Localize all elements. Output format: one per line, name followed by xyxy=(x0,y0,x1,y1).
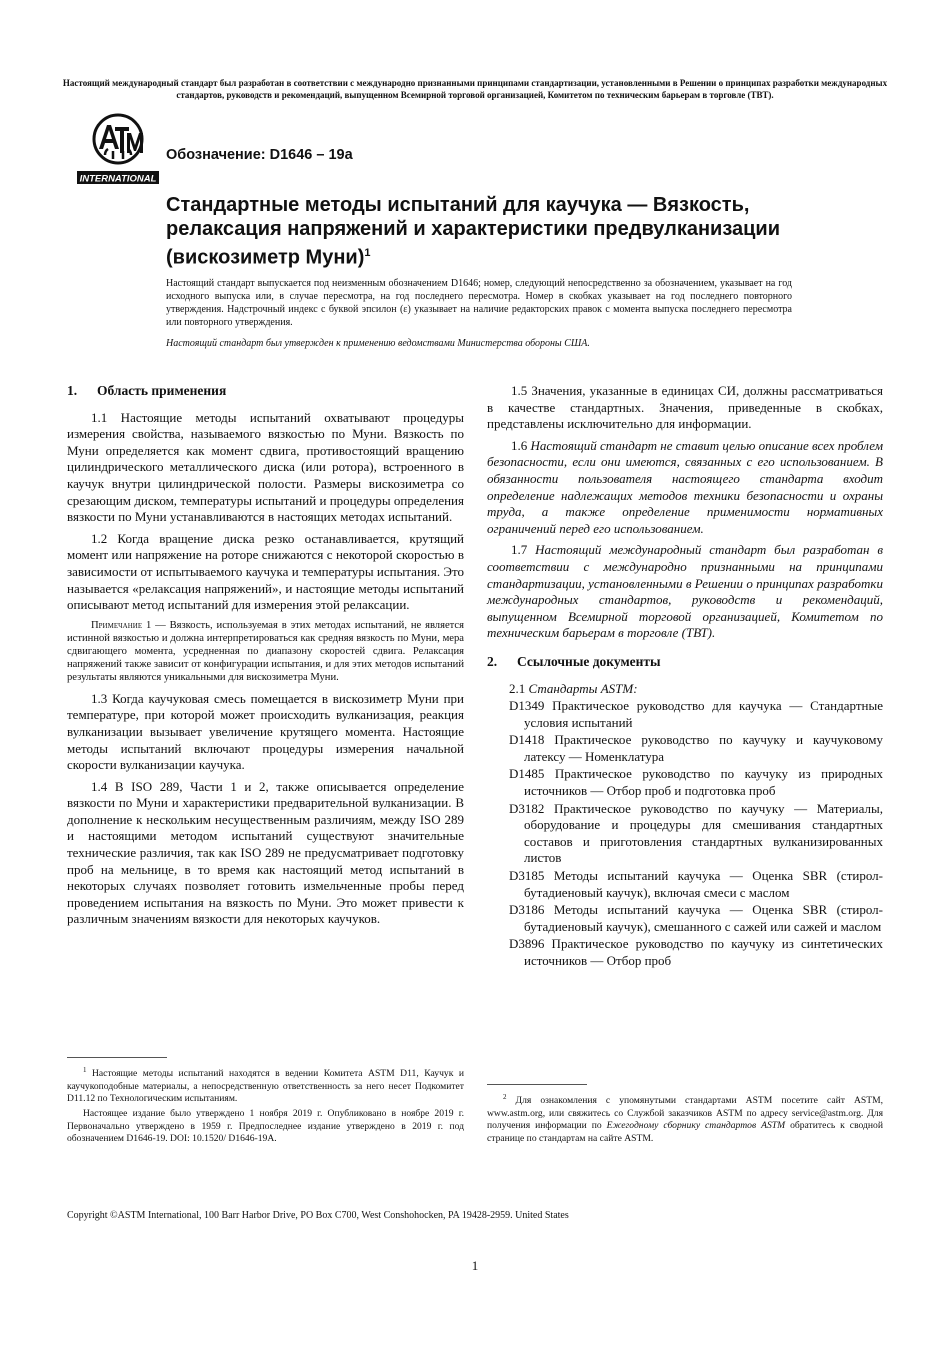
paragraph-1-6-number: 1.6 xyxy=(511,437,528,453)
footnote-2-text-a: Для ознакомления с упомянутыми стандартами ASTM посетите сайт ASTM, www.astm.org, или свяжитесь со Службой заказчиков ASTM по адресу service@astm.org. Для получения информации по xyxy=(487,1095,883,1132)
reference-item: D3182 Практическое руководство по каучуку — Материалы, оборудование и процедуры для смешивания стандартных составов и приготовления стандартных вулканизированных листов xyxy=(509,800,883,866)
reference-item: D3186 Методы испытаний каучука — Оценка SBR (стирол-бутадиеновый каучук), смешанного с сажей или сажей и маслом xyxy=(509,902,883,934)
subsection-2-1-number: 2.1 xyxy=(509,680,526,696)
footnote-1 xyxy=(67,1057,464,1148)
reference-item: D3896 Практическое руководство по каучуку из синтетических источников — Отбор проб xyxy=(509,936,883,968)
note-1-text: Вязкость, используемая в этих методах испытаний, не является истинной вязкостью и должна интерпретироваться как средняя вязкость по Муни, мера сдвигающего момента, усредненная по диапазону скоростей сдвига. Релаксация напряжений также зависит от конфигурации испытания, и для этих методов испытаний результаты являются уникальными для вискозиметра Муни. xyxy=(67,619,465,683)
logo-text: INTERNATIONAL xyxy=(79,173,157,185)
subsection-2-1 xyxy=(487,681,883,698)
copyright: Copyright ©ASTM International, 100 Barr Harbor Drive, PO Box C700, West Conshohocken, PA 19428-2959. United States xyxy=(67,1210,569,1221)
section-1-title: Область применения xyxy=(97,383,227,398)
title-text: Стандартные методы испытаний для каучука — Вязкость, релаксация напряжений и характеристики предвулканизации (вискозиметр Муни) xyxy=(166,194,781,269)
note-1-label: Примечание 1 — xyxy=(91,619,166,631)
paragraph-1-6 xyxy=(487,438,883,538)
footnote-divider xyxy=(487,1084,587,1085)
section-1-number: 1. xyxy=(67,383,78,398)
footnote-1-text: Настоящие методы испытаний находятся в ведении Комитета ASTM D11, Каучук и каучукоподобные материалы, а непосредственную ответственность за него несет Подкомитет D11.12 по Технологическим испытаниям. xyxy=(67,1068,464,1105)
section-2-heading xyxy=(487,654,883,671)
paragraph-1-5: 1.5 Значения, указанные в единицах СИ, должны рассматриваться в качестве стандартных. Значения, приведенные в скобках, представлены исключительно для информации. xyxy=(487,383,883,432)
top-notice: Настоящий международный стандарт был разработан в соответствии с международно признанными принципами стандартизации, установленными в Решении о принципах разработки международных стандартов, руководств и рекомендаций, выпущенном Всемирной торговой организацией, Комитетом по техническим барьерам в торговле (ТВТ). xyxy=(62,78,888,100)
paragraph-1-2: 1.2 Когда вращение диска резко останавливается, крутящий момент или напряжение на роторе снижаются с некоторой скоростью в зависимости от испытываемого каучука и температуры испытания. Это называется «релаксация напряжений», и настоящие методы испытаний описывают метод испытаний для измерения этой релаксации. xyxy=(67,530,464,613)
section-2-number: 2. xyxy=(487,653,498,669)
footnote-1-paragraph xyxy=(67,1064,464,1106)
section-1-heading xyxy=(67,383,464,400)
approval-note: Настоящий стандарт был утвержден к применению ведомствами Министерства обороны США. xyxy=(166,338,590,349)
document-title xyxy=(166,193,806,270)
reference-item: D1418 Практическое руководство по каучуку и каучуковому латексу — Номенклатура xyxy=(509,732,883,764)
footnote-2-paragraph xyxy=(487,1091,883,1146)
reference-item: D1485 Практическое руководство по каучуку из природных источников — Отбор проб и подготовка проб xyxy=(509,766,883,799)
designation: Обозначение: D1646 – 19a xyxy=(166,147,353,163)
astm-logo-icon xyxy=(77,113,159,185)
right-column xyxy=(487,383,883,971)
paragraph-1-1: 1.1 Настоящие методы испытаний охватывают процедуры измерения свойства, называемого вязкостью по Муни. Вязкость по Муни определяется как момент сдвига, противостоящий вращению цилиндрического металлического диска (или ротора), встроенного в каучук внутри цилиндрической полости. Размеры вискозиметра со срезающим диском, температуры испытаний и процедуры определения вязкости по Муни устанавливаются в настоящих методах испытаний. xyxy=(67,409,464,525)
astm-logo xyxy=(77,113,159,185)
footnote-2-text-b: обратитесь к сводной странице по стандартам на сайте ASTM. xyxy=(487,1120,883,1144)
paragraph-1-6-text: Настоящий стандарт не ставит целью описание всех проблем безопасности, если они имеются, связанных с его использованием. В обязанности пользователя настоящего стандарта входит определение надлежащих методов техники безопасности и охраны труда, а также определение применимости нормативных ограничений перед его использованием. xyxy=(487,437,883,536)
paragraph-1-7-number: 1.7 xyxy=(511,542,528,558)
reference-item: D3185 Методы испытаний каучука — Оценка SBR (стирол-бутадиеновый каучук), включая смеси с маслом xyxy=(509,868,883,900)
footnote-1-mark: 1 xyxy=(83,1066,87,1074)
section-2-title: Ссылочные документы xyxy=(517,653,661,669)
left-column xyxy=(67,383,464,933)
paragraph-1-7-text: Настоящий международный стандарт был разработан в соответствии с международно признанными на принципами стандартизации, установленными в Решении о принципах разработки международных стандартов, руководств и рекомендаций, выпущенном Всемирной торговой организацией, Комитетом по техническим барьерам в торговле (ТВТ). xyxy=(487,542,883,641)
subsection-2-1-title: Стандарты ASTM: xyxy=(528,680,638,696)
footnote-1-edition: Настоящее издание было утверждено 1 ноября 2019 г. Опубликовано в ноябре 2019 г. Первоначально утверждено в 1959 г. Предпоследнее издание утверждено в 2019 г. под обозначением D1646-19. DOI: 10.1520/ D1646-19A. xyxy=(67,1107,464,1145)
paragraph-1-7 xyxy=(487,542,883,642)
footnote-divider xyxy=(67,1057,167,1058)
title-footnote-mark: 1 xyxy=(364,247,371,259)
note-1 xyxy=(67,619,464,684)
footnote-2-text-italic: Ежегодному сборнику стандартов ASTM xyxy=(606,1120,786,1132)
footnote-2 xyxy=(487,1084,883,1148)
paragraph-1-3: 1.3 Когда каучуковая смесь помещается в вискозиметр Муни при температуре, при которой может происходить вулканизация, реакция вулканизации вызывает увеличение крутящего момента. Настоящие методы испытаний включают процедуры измерения начальной скорости вулканизации каучука. xyxy=(67,690,464,773)
reference-item: D1349 Практическое руководство для каучука — Стандартные условия испытаний xyxy=(509,698,883,730)
footnote-2-mark: 2 xyxy=(503,1093,507,1101)
standard-note: Настоящий стандарт выпускается под неизменным обозначением D1646; номер, следующий непосредственно за обозначением, указывает на год исходного выпуска или, в случае пересмотра, на год последнего пересмотра. Номер в скобках указывает на год последнего повторного утверждения. Надстрочный индекс с буквой эпсилон (ε) указывает на наличие редакторских правок с момента выпуска последнего пересмотра или повторного утверждения. xyxy=(166,278,792,328)
page-number: 1 xyxy=(471,1258,479,1273)
paragraph-1-4: 1.4 В ISO 289, Части 1 и 2, также описывается определение вязкости по Муни и характеристики предварительной вулканизации. В дополнение к нескольким несущественным различиям, между ISO 289 и настоящими методом испытаний существуют значительные технические различия, так как ISO 289 не предусматривает подготовку проб на мельнице, в то время как настоящий метод испытаний в некоторых случаях позволяет готовить измельченные пробы перед проведением испытания на вязкость по Муни. Это может привести к различным значениям вязкости для некоторых каучуков. xyxy=(67,778,464,927)
